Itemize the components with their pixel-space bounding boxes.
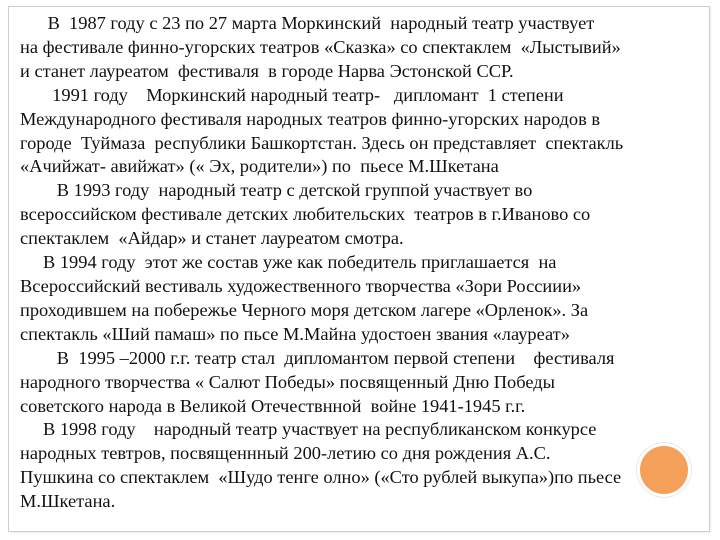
text-line: 1991 году Моркинский народный театр- дипломант 1 степени <box>20 84 564 105</box>
text-line: народного творчества « Салют Победы» посвященный Дню Победы <box>20 371 555 392</box>
text-line: В 1995 –2000 г.г. театр стал дипломантом первой степени фестиваля <box>20 347 615 368</box>
paragraph-1994 <box>20 251 700 347</box>
text-line: В 1994 году этот же состав уже как победитель приглашается на <box>20 252 557 273</box>
paragraph-1998 <box>20 418 700 514</box>
paragraph-1993 <box>20 179 700 251</box>
text-line: М.Шкетана. <box>20 491 116 512</box>
text-line: спектакль «Ший памаш» по пьсе М.Майна удостоен звания «лауреат» <box>20 323 570 344</box>
text-line: городе Туймаза республики Башкортстан. Здесь он представляет спектакль <box>20 132 624 153</box>
text-line: Пушкина со спектаклем «Шудо тенге олно» («Сто рублей выкупа»)по пьесе <box>20 467 622 488</box>
text-line: Международного фестиваля народных театров финно-угорских народов в <box>20 108 601 129</box>
paragraph-1995-2000 <box>20 347 700 419</box>
paragraph-1991 <box>20 84 700 180</box>
paragraph-1987 <box>20 12 700 84</box>
text-line: на фестивале финно-угорских театров «Сказка» со спектаклем «Лыстывий» <box>20 36 621 57</box>
text-line: и станет лауреатом фестиваля в городе Нарва Эстонской ССР. <box>20 60 514 81</box>
text-line: спектаклем «Айдар» и станет лауреатом смотра. <box>20 228 404 249</box>
text-line: народных тевтров, посвященнный 200-летию со дня рождения А.С. <box>20 443 551 464</box>
slide-body-text <box>20 12 700 514</box>
text-line: всероссийском фестивале детских любительских театров в г.Иваново со <box>20 204 591 225</box>
text-line: «Ачийжат- авийжат» (« Эх, родители») по пьесе М.Шкетана <box>20 156 499 177</box>
text-line: Всероссийский вестиваль художественного творчества «Зори Россиии» <box>20 275 582 296</box>
text-line: советского народа в Великой Отечествнной войне 1941-1945 г.г. <box>20 395 526 416</box>
text-line: проходившем на побережье Черного моря детском лагере «Орленок». За <box>20 299 589 320</box>
text-line: В 1993 году народный театр с детской группой участвует во <box>20 180 533 201</box>
text-line: В 1987 году с 23 по 27 марта Моркинский народный театр участвует <box>20 13 595 33</box>
text-line: В 1998 году народный театр участвует на республиканском конкурсе <box>20 419 597 440</box>
